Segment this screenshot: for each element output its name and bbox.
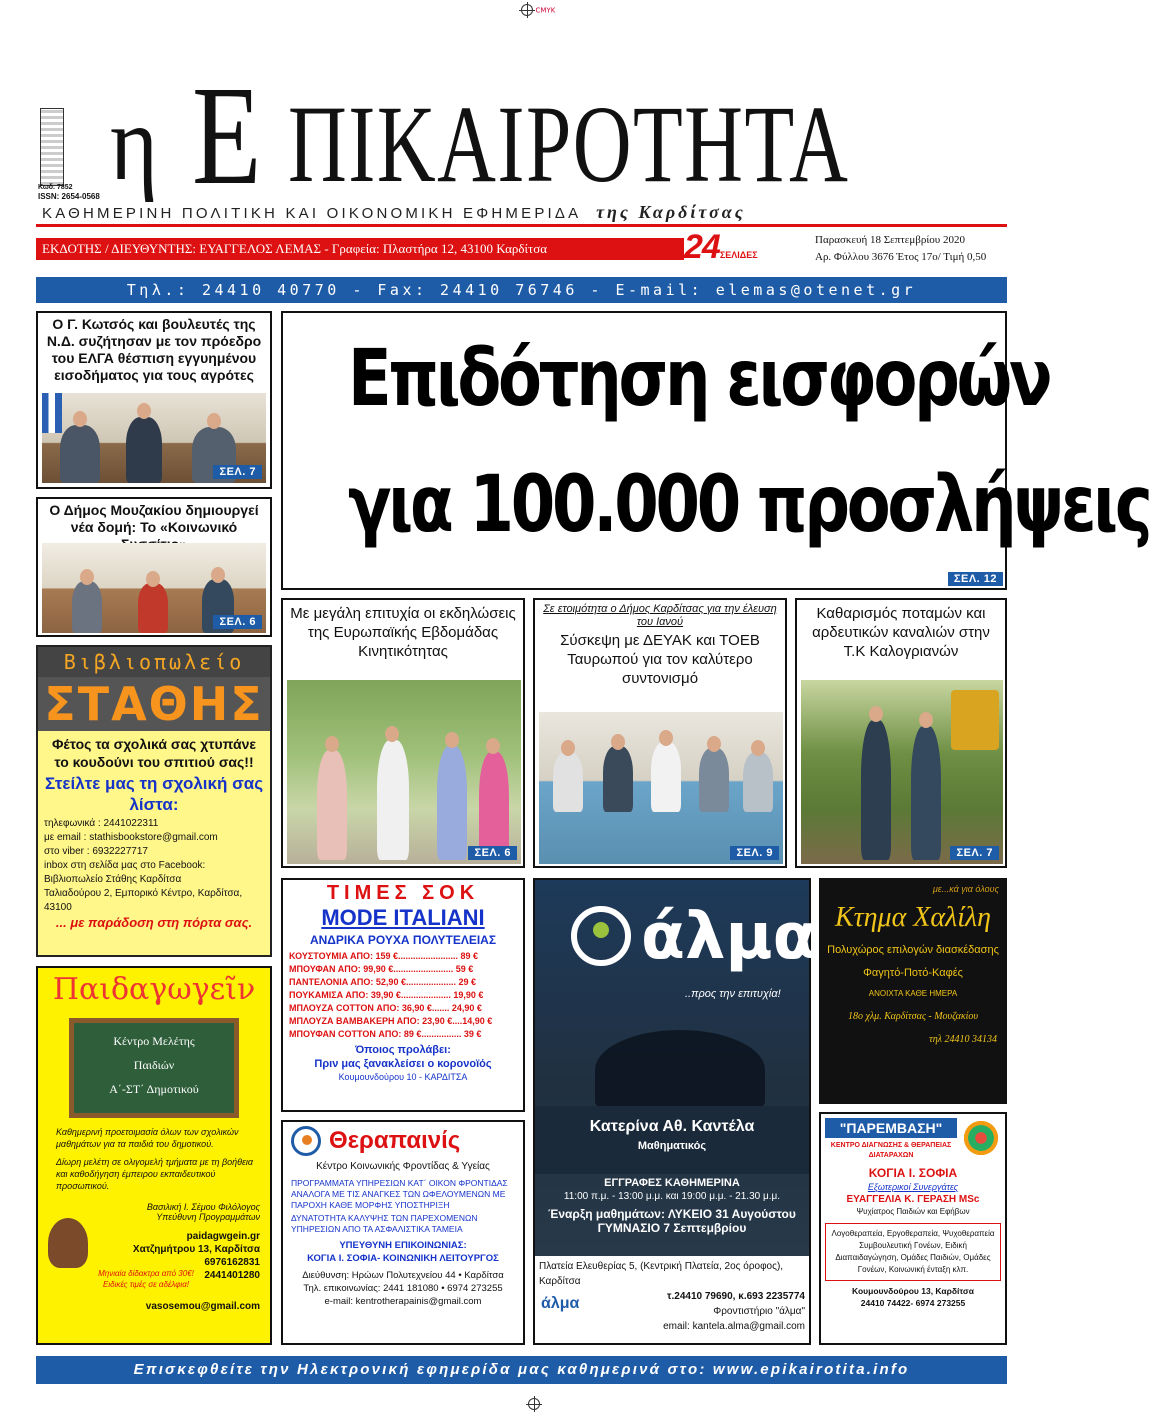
- price-row: ΠΟΥΚΑΜΙΣΑ ΑΠΟ: 39,90 €.................... 19,90 €: [289, 990, 484, 1000]
- paidagogein-contacts: paidagwgein.gr Χατζημήτρου 13, Καρδίτσα 6976162831 2441401280 vasosemou@gmail.com: [132, 1231, 260, 1312]
- story-photo: ΣΕΛ. 9: [539, 712, 783, 864]
- therapainis-services: ΠΡΟΓΡΑΜΜΑΤΑ ΥΠΗΡΕΣΙΩΝ ΚΑΤ΄ ΟΙΚΟΝ ΦΡΟΝΤΙΔΑΣ ΑΝΑΛΟΓΑ ΜΕ ΤΙΣ ΑΝΑΓΚΕΣ ΤΩΝ ΩΦΕΛΟΥΜΕΝΩΝ ΜΕ ΠΑΡΟΧΗ ΚΑΘΕ ΜΟΡΦΗΣ ΥΠΟΣΤΗΡΙΞΗ ΔΥΝΑΤΟΤΗΤΑ ΚΑΛΥΨΗΣ ΤΩΝ ΠΑΡΕΧΟΜΕΝΩΝ ΥΠΗΡΕΣΙΩΝ ΑΠΟ ΤΑ ΑΣΦΑΛΙΣΤΙΚΑ ΤΑΜΕΙΑ: [291, 1178, 508, 1234]
- contact-bar: Τηλ.: 24410 40770 - Fax: 24410 76746 - E-mail: elemas@otenet.gr: [36, 277, 1007, 303]
- ad-ktima-halili[interactable]: [819, 878, 1007, 1104]
- price-row: ΜΠΛΟΥΖΑ ΒΑΜΒΑΚΕΡΗ ΑΠΟ: 23,90 €....14,90 €: [289, 1016, 493, 1026]
- alma-slogan: ..προς την επιτυχία!: [685, 988, 781, 1000]
- ad-stathis-top: Βιβλιοπωλείο: [38, 647, 270, 677]
- paremvasi-services: Λογοθεραπεία, Εργοθεραπεία, Ψυχοθεραπεία Συμβουλευτική Γονέων, Ειδική Διαπαιδαγώγηση, Ομάδες Παιδιών, Ομάδες Γονέων, Κοινωνική ένταξη κλπ.: [825, 1223, 1001, 1281]
- paremvasi-partners: Εξωτερικοί Συνεργάτες: [867, 1182, 959, 1192]
- ad-mode-italiani[interactable]: [281, 878, 525, 1112]
- therapainis-sub: Κέντρο Κοινωνικής Φροντίδας & Υγείας: [316, 1161, 490, 1172]
- price-row: ΠΑΝΤΕΛΟΝΙΑ ΑΠΟ: 52,90 €.................... 29 €: [289, 977, 476, 987]
- ad-alma-tutoring[interactable]: [533, 878, 817, 1345]
- story-photo: ΣΕΛ. 7: [42, 393, 266, 483]
- story-river-cleaning[interactable]: [795, 598, 1007, 868]
- story-elga[interactable]: [36, 311, 272, 489]
- main-headline-line1: Επιδότηση εισφορών: [347, 334, 1050, 424]
- ad-paidagogein[interactable]: [36, 966, 272, 1345]
- paidagogein-logo: Παιδαγωγεῖν: [52, 972, 256, 1007]
- ad-stathis-bookstore[interactable]: [36, 645, 272, 957]
- ad-mode-hurry: Όποιος προλάβει:: [355, 1044, 451, 1056]
- ad-mode-address: Κουμουνδούρου 10 - ΚΑΡΔΙΤΣΑ: [338, 1072, 468, 1082]
- masthead-subtitle: ΚΑΘΗΜΕΡΙΝΗ ΠΟΛΙΤΙΚΗ ΚΑΙ ΟΙΚΟΝΟΜΙΚΗ ΕΦΗΜΕΡΙΔΑ της Καρδίτσας: [42, 202, 746, 222]
- dateline: Παρασκευή 18 Σεπτεμβρίου 2020 Αρ. Φύλλου 3676 Έτος 17ο/ Τιμή 0,50: [815, 234, 987, 263]
- heart-icon: [291, 1126, 321, 1156]
- price-row: ΜΠΛΟΥΖΑ COTTON ΑΠΟ: 36,90 €....... 24,90 €: [289, 1003, 482, 1013]
- main-headline-line2: για 100.000 προσλήψεις: [347, 460, 1149, 550]
- tree-logo-icon: [961, 1118, 1001, 1158]
- issn-block: Κωδ. 7852 ISSN: 2654-0568: [38, 184, 100, 201]
- story-headline: Με μεγάλη επιτυχία οι εκδηλώσεις της Ευρωπαϊκής Εβδομάδας Κινητικότητας: [290, 605, 516, 660]
- story-photo: ΣΕΛ. 6: [287, 680, 521, 864]
- paremvasi-address: Κουμουνδούρου 13, Καρδίτσα 24410 74422- 6974 273255: [852, 1286, 974, 1308]
- story-headline: Καθαρισμός ποταμών και αρδευτικών καναλιών στην Τ.Κ Καλογριανών: [812, 605, 990, 660]
- ktima-name: Κτημα Χαλίλη: [834, 902, 992, 933]
- ad-stathis-line2: Στείλτε μας τη σχολική σας λίστα:: [44, 774, 264, 814]
- ktima-l3: ΑΝΟΙΧΤΑ ΚΑΘΕ ΗΜΕΡΑ: [868, 989, 958, 998]
- ad-stathis-contacts: τηλεφωνικά : 2441022311 με email : stathisbookstore@gmail.com στο viber : 6932227717 inbox στη σελίδα μας στο Facebook: Βιβλιοπωλείο Στάθης Καρδίτσα Ταλιαδούρου 2, Εμπορικό Κέντρο, Καρδίτσα, 43100: [44, 818, 243, 913]
- silhouettes: [595, 1030, 765, 1110]
- alma-contacts: Πλατεία Ελευθερίας 5, (Κεντρική Πλατεία, 2ος όροφος), Καρδίτσα τ.24410 79690, κ.693 2235774 Φροντιστήριο "άλμα" email: kantela.alma@gmail.com άλμα: [535, 1256, 809, 1343]
- chalkboard: Κέντρο Μελέτης Παιδιών Α΄-ΣΤ΄ Δημοτικού: [69, 1018, 239, 1118]
- price-row: ΜΠΟΥΦΑΝ ΑΠΟ: 99,90 €........................ 59 €: [289, 964, 474, 974]
- paremvasi-person: ΚΟΓΙΑ Ι. ΣΟΦΙΑ: [868, 1166, 958, 1180]
- ad-therapainis[interactable]: [281, 1120, 525, 1345]
- story-headline: Ο Δήμος Μουζακίου δημιουργεί νέα δομή: Το «Κοινωνικό: [49, 502, 259, 535]
- therapainis-name: Θεραπαινίς: [329, 1127, 461, 1154]
- owl-icon: [48, 1218, 88, 1268]
- alma-schedule: ΕΓΓΡΑΦΕΣ ΚΑΘΗΜΕΡΙΝΑ 11:00 π.μ. - 13:00 μ.μ. και 19:00 μ.μ. - 21.30 μ.μ. Έναρξη μαθημάτων: ΛΥΚΕΙΟ 31 Αυγούστου ΓΥΜΝΑΣΙΟ 7 Σεπτεμβρίου: [548, 1177, 796, 1235]
- story-mobility-week[interactable]: [281, 598, 525, 868]
- registration-mark-bottom: [524, 1398, 544, 1410]
- price-row: ΜΠΟΥΦΑΝ COTTON ΑΠΟ: 89 €................ 39 €: [289, 1029, 482, 1039]
- ad-stathis-tagline: ... με παράδοση στη πόρτα σας.: [55, 915, 253, 930]
- paremvasi-partner: ΕΥΑΓΓΕΛΙΑ Κ. ΓΕΡΑΣΗ MSc: [846, 1194, 980, 1205]
- ktima-tag: με...κά για όλους: [932, 884, 999, 894]
- paremvasi-name: "ΠΑΡΕΜΒΑΣΗ": [825, 1118, 957, 1138]
- ktima-l4: 18ο χλμ. Καρδίτσας - Μουζακίου: [847, 1011, 979, 1022]
- story-kicker: Σε ετοιμότητα ο Δήμος Καρδίτσας για την έλευση του Ιανού: [543, 603, 777, 628]
- story-photo: ΣΕΛ. 6: [42, 543, 266, 633]
- story-mouzaki[interactable]: [36, 497, 272, 637]
- ad-mode-top: ΤΙΜΕΣ ΣΟΚ: [326, 882, 480, 904]
- ad-paremvasi[interactable]: [819, 1112, 1007, 1345]
- alma-logo-icon: [571, 906, 631, 966]
- registration-mark-top: CMYK: [508, 4, 568, 16]
- page-count: 24ΣΕΛΙΔΕΣ: [684, 228, 758, 266]
- ad-mode-hurry2: Πριν μας ξανακλείσει ο κορονοϊός: [314, 1058, 492, 1070]
- publisher-bar: ΕΚΔΟΤΗΣ / ΔΙΕΥΘΥΝΤΗΣ: ΕΥΑΓΓΕΛΟΣ ΛΕΜΑΣ - Γραφεία: Πλαστήρα 12, 43100 Καρδίτσα: [36, 238, 684, 260]
- paremvasi-partner-role: Ψυχίατρος Παιδιών και Εφήβων: [856, 1207, 970, 1216]
- ad-mode-name: MODE ITALIANI: [321, 905, 485, 930]
- story-ianos-meeting[interactable]: [533, 598, 787, 868]
- ad-mode-pricelist: [283, 950, 523, 1041]
- ad-stathis-line1: Φέτος τα σχολικά σας χτυπάνε το κουδούνι του σπιτιού σας!!: [51, 736, 257, 770]
- ad-mode-sub: ΑΝΔΡΙΚΑ ΡΟΥΧΑ ΠΟΛΥΤΕΛΕΙΑΣ: [309, 933, 497, 947]
- masthead-rule: [36, 224, 1007, 227]
- paidagogein-owner: Βασιλική Ι. Σέμου Φιλόλογος Υπεύθυνη Προγραμμάτων: [146, 1202, 260, 1222]
- story-photo: ΣΕΛ. 7: [801, 680, 1003, 864]
- masthead-title: η Ε ΠΙΚΑΙΡΟΤΗΤΑ: [110, 56, 850, 214]
- alma-name-block: Κατερίνα Αθ. Καντέλα Μαθηματικός: [535, 1106, 809, 1174]
- price-row: ΚΟΥΣΤΟΥΜΙΑ ΑΠΟ: 159 €........................ 89 €: [289, 951, 479, 961]
- ktima-l2: Φαγητό-Ποτό-Καφές: [863, 967, 963, 979]
- website-bar[interactable]: Επισκεφθείτε την Ηλεκτρονική εφημερίδα μας καθημερινά στο: www.epikairotita.info: [36, 1356, 1007, 1384]
- story-headline: Σύσκεψη με ΔΕΥΑΚ και ΤΟΕΒ Ταυρωπού για τον καλύτερο συντονισμό: [560, 632, 760, 687]
- paidagogein-promo: Μηνιαία δίδακτρα από 30€! Ειδικές τιμές σε αδέλφια!: [98, 1269, 194, 1289]
- main-story[interactable]: [281, 311, 1149, 590]
- paidagogein-bullets: Καθημερινή προετοιμασία όλων των σχολικών μαθημάτων για τα παιδιά του δημοτικού. Δίωρη μελέτη σε ολιγομελή τμήματα με τη βοήθεια και καθοδήγηση έμπειρου εκπαιδευτικού προσωπικού.: [56, 1127, 254, 1191]
- alma-logo-text: άλμα: [641, 900, 817, 974]
- ad-stathis-name: ΣΤΑΘΗΣ: [38, 677, 270, 731]
- paremvasi-sub: ΚΕΝΤΡΟ ΔΙΑΓΝΩΣΗΣ & ΘΕΡΑΠΕΙΑΣ ΔΙΑΤΑΡΑΧΩΝ: [830, 1142, 952, 1159]
- ktima-l5: τηλ 24410 34134: [929, 1034, 997, 1045]
- therapainis-address: Διεύθυνση: Ηρώων Πολυτεχνείου 44 • Καρδίτσα Τηλ. επικοινωνίας: 2441 181080 • 6974 273255 e-mail: kentrotherapainis@gmail.com: [302, 1270, 504, 1307]
- therapainis-contact: ΥΠΕΥΘΥΝΗ ΕΠΙΚΟΙΝΩΝΙΑΣ: ΚΟΓΙΑ Ι. ΣΟΦΙΑ- ΚΟΙΝΩΝΙΚΗ ΛΕΙΤΟΥΡΓΟΣ: [307, 1240, 499, 1264]
- ktima-l1: Πολυχώρος επιλογών διασκέδασης: [827, 944, 999, 956]
- publisher-seal-logo: [40, 108, 64, 186]
- main-page-ref: ΣΕΛ. 12: [948, 572, 1003, 586]
- story-headline: Ο Γ. Κωτσός και βουλευτές της Ν.Δ. συζήτησαν με τον πρόεδρο του ΕΛΓΑ θέσπιση εγγυημένου εισοδήματος για τους αγρότες: [46, 316, 262, 383]
